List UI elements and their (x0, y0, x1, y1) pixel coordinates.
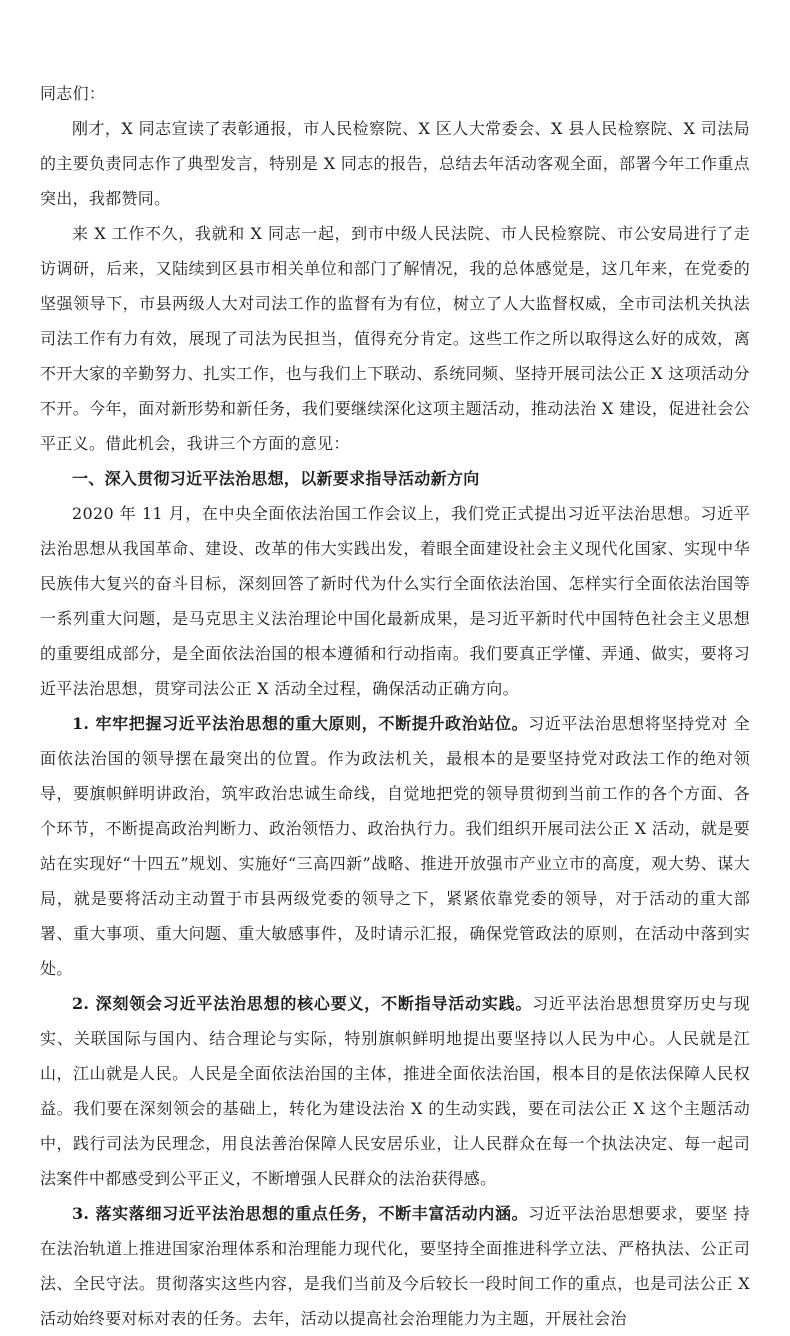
paragraph (40, 111, 750, 216)
paragraph (40, 1196, 750, 1336)
paragraph (40, 76, 750, 111)
paragraph (40, 986, 750, 1196)
paragraph (40, 496, 750, 706)
document-body (40, 76, 750, 1336)
body-text: 习近平法治思想要求，要坚 持在法治轨道上推进国家治理体系和治理能力现代化，要坚持全面推进科学立法、严格执法、公正司法、全民守法。贯彻落实这些内容，是我们当前及今后较长一段时间工作的重点，也是司法公正 X 活动始终要对标对表的任务。去年，活动以提高社会治理能力为主题，开展社会治 (40, 1204, 750, 1328)
body-text: 2020 年 11 月，在中央全面依法治国工作会议上，我们党正式提出习近平法治思想。习近平法治思想从我国革命、建设、改革的伟大实践出发，着眼全面建设社会主义现代化国家、实现中华民族伟大复兴的奋斗目标，深刻回答了新时代为什么实行全面依法治国、怎样实行全面依法治国等一系列重大问题，是马克思主义法治理论中国化最新成果，是习近平新时代中国特色社会主义思想的重要组成部分，是全面依法治国的根本遵循和行动指南。我们要真正学懂、弄通、做实，要将习近平法治思想，贯穿司法公正 X 活动全过程，确保活动正确方向。 (40, 504, 750, 698)
bold-lead-text: 2. 深刻领会习近平法治思想的核心要义，不断指导活动实践。 (72, 994, 533, 1013)
bold-lead-text: 一、深入贯彻习近平法治思想，以新要求指导活动新方向 (72, 469, 480, 488)
paragraph (40, 706, 750, 986)
body-text: 同志们： (40, 84, 106, 103)
paragraph (40, 216, 750, 461)
body-text: 来 X 工作不久，我就和 X 同志一起，到市中级人民法院、市人民检察院、市公安局进行了走访调研，后来，又陆续到区县市相关单位和部门了解情况，我的总体感觉是，这几年来，在党委的坚强领导下，市县两级人大对司法工作的监督有为有位，树立了人大监督权威，全市司法机关执法司法工作有力有效，展现了司法为民担当，值得充分肯定。这些工作之所以取得这么好的成效，离不开大家的辛勤努力、扎实工作，也与我们上下联动、系统同频、坚持开展司法公正 X 这项活动分不开。今年，面对新形势和新任务，我们要继续深化这项主题活动，推动法治 X 建设，促进社会公平正义。借此机会，我讲三个方面的意见： (40, 224, 750, 453)
bold-lead-text: 1. 牢牢把握习近平法治思想的重大原则，不断提升政治站位。 (72, 714, 529, 733)
body-text: 习近平法治思想贯穿历史与现实、关联国际与国内、结合理论与实际，特别旗帜鲜明地提出要坚持以人民为中心。人民就是江山，江山就是人民。人民是全面依法治国的主体，推进全面依法治国，根本目的是依法保障人民权益。我们要在深刻领会的基础上，转化为建设法治 X 的生动实践，要在司法公正 X 这个主题活动中，践行司法为民理念，用良法善治保障人民安居乐业，让人民群众在每一个执法决定、每一起司法案件中都感受到公平正义，不断增强人民群众的法治获得感。 (40, 994, 750, 1188)
section-heading (40, 461, 750, 496)
body-text: 刚才，X 同志宣读了表彰通报，市人民检察院、X 区人大常委会、X 县人民检察院、X 司法局的主要负责同志作了典型发言，特别是 X 同志的报告，总结去年活动客观全面，部署今年工作重点突出，我都赞同。 (40, 119, 750, 208)
bold-lead-text: 3. 落实落细习近平法治思想的重点任务，不断丰富活动内涵。 (72, 1204, 529, 1223)
body-text: 习近平法治思想将坚持党对 全面依法治国的领导摆在最突出的位置。作为政法机关，最根本的是要坚持党对政法工作的绝对领导，要旗帜鲜明讲政治，筑牢政治忠诚生命线，自觉地把党的领导贯彻到当前工作的各个方面、各个环节，不断提高政治判断力、政治领悟力、政治执行力。我们组织开展司法公正 X 活动，就是要站在实现好“十四五”规划、实施好“三高四新”战略、推进开放强市产业立市的高度，观大势、谋大局，就是要将活动主动置于市县两级党委的领导之下，紧紧依靠党委的领导，对于活动的重大部署、重大事项、重大问题、重大敏感事件，及时请示汇报，确保党管政法的原则，在活动中落到实处。 (40, 714, 750, 978)
